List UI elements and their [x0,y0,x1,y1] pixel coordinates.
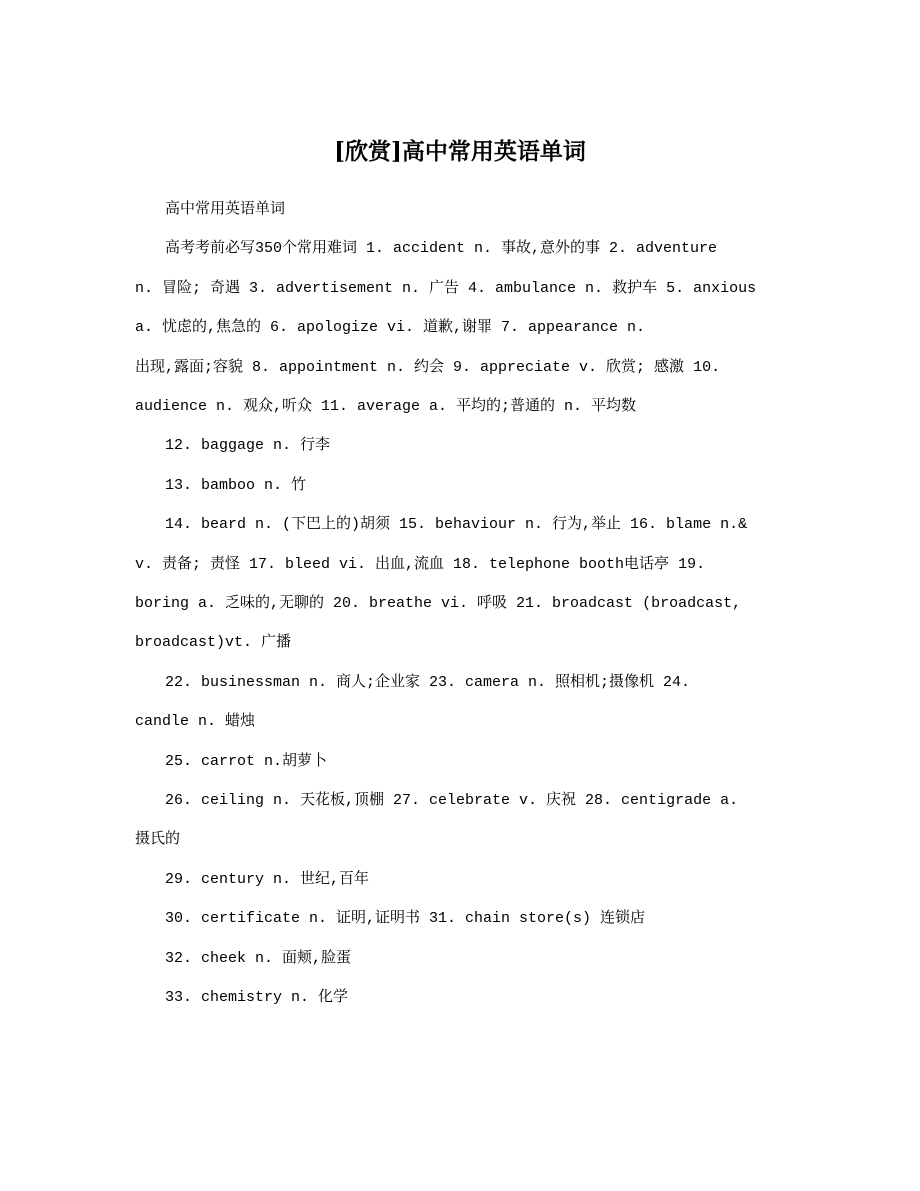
text-line: 高中常用英语单词 [165,201,286,218]
text-line: 30. certificate n. 证明,证明书 31. chain store(s) 连锁店 [165,910,646,928]
text-line: 高考考前必写350个常用难词 1. accident n. 事故,意外的事 2. adventure [165,240,718,258]
document-title: [欣赏]高中常用英语单词 [334,138,586,165]
text-line: 29. century n. 世纪,百年 [165,870,370,888]
text-line: n. 冒险; 奇遇 3. advertisement n. 广告 4. ambulance n. 救护车 5. anxious [135,279,757,297]
text-line: 13. bamboo n. 竹 [165,476,307,494]
text-line: 25. carrot n.胡萝卜 [165,752,328,770]
text-line: 26. ceiling n. 天花板,顶棚 27. celebrate v. 庆祝 28. centigrade a. [165,792,739,809]
text-line: broadcast)vt. 广播 [135,634,292,652]
text-line: 32. cheek n. 面颊,脸蛋 [165,949,352,967]
text-line: audience n. 观众,听众 11. average a. 平均的;普通的 n. 平均数 [135,398,637,415]
text-line: v. 责备; 责怪 17. bleed vi. 出血,流血 18. telephone booth电话亭 19. [135,555,706,573]
text-line: 摄氏的 [135,831,181,849]
text-line: candle n. 蜡烛 [135,713,256,731]
text-line: 12. baggage n. 行李 [165,437,331,455]
text-line: 14. beard n. (下巴上的)胡须 15. behaviour n. 行为,举止 16. blame n.& [165,516,748,534]
text-line: a. 忧虑的,焦急的 6. apologize vi. 道歉,谢罪 7. appearance n. [135,319,646,337]
text-line: boring a. 乏味的,无聊的 20. breathe vi. 呼吸 21. broadcast (broadcast, [135,595,742,612]
text-line: 出现,露面;容貌 8. appointment n. 约会 9. appreciate v. 欣赏; 感激 10. [135,358,721,376]
text-line: 22. businessman n. 商人;企业家 23. camera n. 照相机;摄像机 24. [165,673,691,691]
text-line: 33. chemistry n. 化学 [165,989,349,1006]
